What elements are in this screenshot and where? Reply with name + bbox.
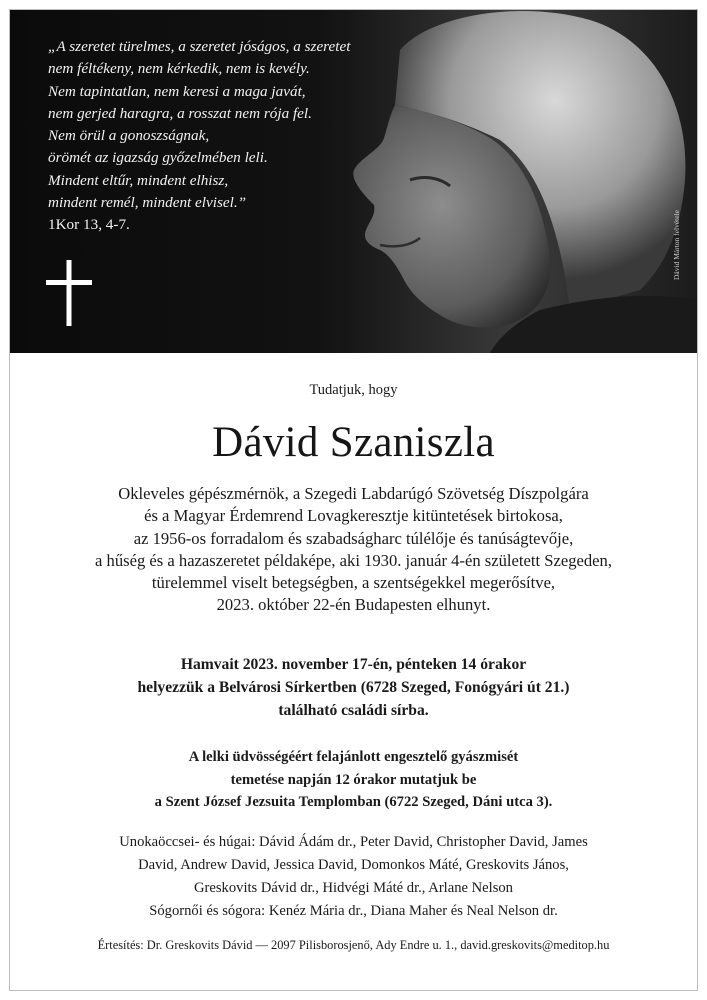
portrait-photo xyxy=(340,10,697,353)
relatives-line: Greskovits Dávid dr., Hidvégi Máté dr., Arlane Nelson xyxy=(194,880,513,896)
funeral-line: található családi sírba. xyxy=(278,702,429,719)
bio-line: és a Magyar Érdemrend Lovagkeresztje kitüntetések birtokosa, xyxy=(144,506,563,526)
bio-line: az 1956-os forradalom és szabadságharc túlélője és tanúságtevője, xyxy=(133,528,574,548)
relatives-list xyxy=(10,831,697,923)
deceased-name: Dávid Szaniszla xyxy=(212,419,495,466)
quote-reference: 1Kor 13, 4-7. xyxy=(48,216,130,234)
quote-line: nem gerjed haragra, a rosszat nem rója fel. xyxy=(48,104,312,122)
photo-credit: Dávid Márton felvétele xyxy=(672,210,681,280)
quote-line: Nem tapintatlan, nem keresi a maga javát, xyxy=(48,82,306,100)
bio-line: 2023. október 22-én Budapesten elhunyt. xyxy=(216,595,491,615)
bio-line: Okleveles gépészmérnök, a Szegedi Labdarúgó Szövetség Díszpolgára xyxy=(118,484,589,503)
relatives-line: Unokaöccsei- és húgai: Dávid Ádám dr., Peter David, Christopher David, James xyxy=(119,834,588,850)
bio-line: türelemmel viselt betegségben, a szentségekkel megerősítve, xyxy=(151,573,556,593)
mass-line: a Szent József Jezsuita Templomban (6722 Szeged, Dáni utca 3). xyxy=(154,794,553,810)
bible-quote xyxy=(48,36,368,237)
quote-line: nem féltékeny, nem kérkedik, nem is kevély. xyxy=(48,60,310,78)
quote-line: Nem örül a gonoszságnak, xyxy=(48,127,210,145)
funeral-line: helyezzük a Belvárosi Sírkertben (6728 Szeged, Fonógyári út 21.) xyxy=(137,679,570,696)
biography xyxy=(10,483,697,617)
bio-line: a hűség és a hazaszeretet példaképe, aki 1930. január 4-én született Szegeden, xyxy=(95,550,612,570)
quote-line: örömét az igazság győzelmében leli. xyxy=(48,149,268,167)
contact-notice: Értesítés: Dr. Greskovits Dávid — 2097 Pilisborosjenő, Ady Endre u. 1., david.greskovits@meditop.hu xyxy=(97,938,610,952)
mass-line: temetése napján 12 órakor mutatjuk be xyxy=(230,771,477,788)
header-banner xyxy=(10,10,697,353)
funeral-line: Hamvait 2023. november 17-én, pénteken 14 órakor xyxy=(180,656,527,673)
intro-text: Tudatjuk, hogy xyxy=(309,382,398,398)
latin-cross-icon xyxy=(46,260,92,326)
mass-line: A lelki üdvösségéért felajánlott engesztelő gyászmisét xyxy=(188,749,519,765)
relatives-line: David, Andrew David, Jessica David, Domonkos Máté, Greskovits János, xyxy=(138,857,569,873)
quote-line: Mindent eltűr, mindent elhisz, xyxy=(48,171,229,189)
quote-line: mindent remél, mindent elvisel.” xyxy=(48,194,247,212)
relatives-line: Sógornői és sógora: Kenéz Mária dr., Diana Maher és Neal Nelson dr. xyxy=(149,903,558,919)
quote-line: „A szeretet türelmes, a szeretet jóságos, a szeretet xyxy=(48,38,351,55)
funeral-details xyxy=(10,653,697,722)
mass-details xyxy=(10,746,697,814)
